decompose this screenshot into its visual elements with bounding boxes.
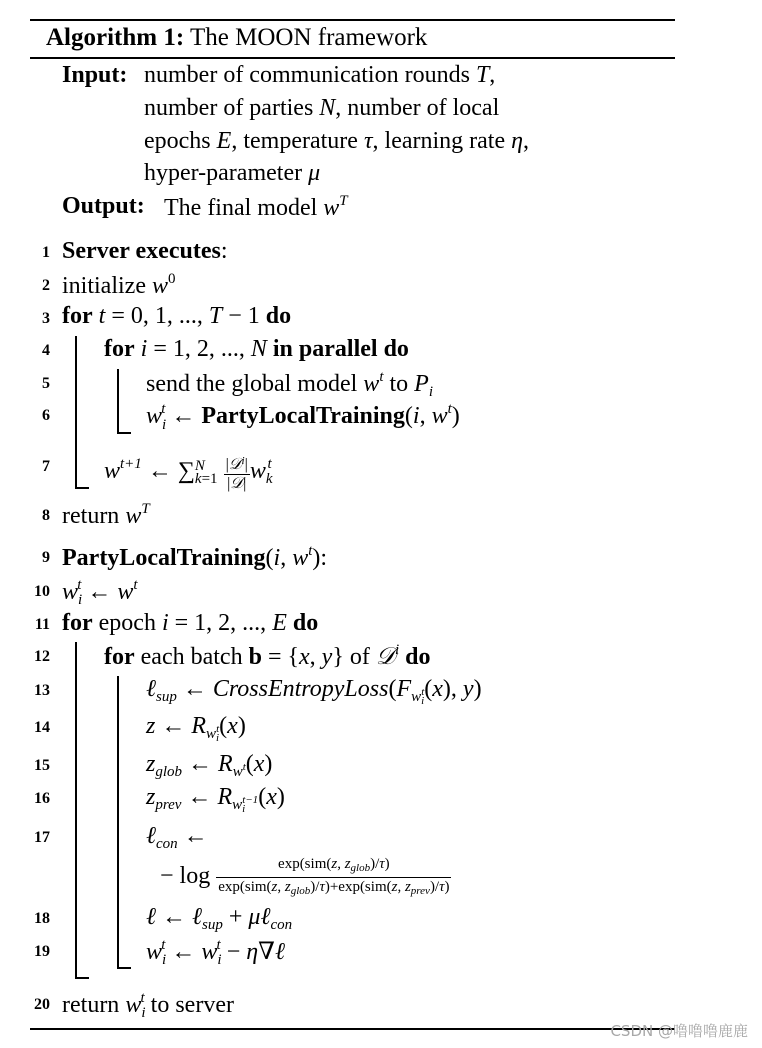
- input-line-1: number of communication rounds T,: [144, 62, 496, 88]
- block-end-inner-for: [117, 432, 131, 434]
- algo-line-10: $w_i^t$ ← $w^t$: [62, 577, 138, 608]
- algo-line-9: PartyLocalTraining(i, $w^t$):: [62, 543, 328, 571]
- output-label: Output:: [62, 193, 145, 219]
- algo-line-15: $z_{glob}$ ← $R_{w^t}(x)$: [146, 751, 273, 780]
- algo-line-16: $z_{prev}$ ← $R_{w_i^{t-1}}(x)$: [146, 784, 285, 815]
- algorithm-name: The MOON framework: [189, 24, 428, 51]
- line-number: 5: [42, 375, 50, 392]
- algo-line-2: initialize $w^0$: [62, 271, 176, 299]
- line-number: 13: [34, 682, 50, 699]
- top-rule: [30, 19, 675, 21]
- line-number: 8: [42, 507, 50, 524]
- algo-line-13: ℓ$_{sup}$ ← $CrossEntropyLoss(F_{w_i^t}(x)$, y): [146, 676, 482, 707]
- algo-line-17-cont: − log $\frac{\exp(sim(z, z_{glob})/\tau)}{\exp(sim(z, z_{glob})/\tau)+\exp(sim(z, z_{prev})/\tau)}$: [160, 855, 451, 900]
- algo-line-11: for epoch i = 1, 2, ..., E do: [62, 610, 319, 636]
- algo-line-14: z ← $R_{w_i^t}(x)$: [146, 713, 246, 744]
- line-number: 19: [34, 943, 50, 960]
- block-end-outer-for: [75, 487, 89, 489]
- line-number: 3: [42, 310, 50, 327]
- block-bar-outer-for: [75, 336, 77, 488]
- block-end-batch-for: [117, 967, 131, 969]
- algo-line-7: $w^{t+1}$ ← ∑N k=1 $\frac{|𝒟^i|}{\text{|𝒟|}}$ $w_k^t$: [104, 452, 272, 493]
- contrastive-fraction: $\frac{\exp(sim(z, z_{glob})/\tau)}{\exp(sim(z, z_{glob})/\tau)+\exp(sim(z, z_{prev})/\tau)}$: [218, 856, 450, 897]
- input-line-3: epochs E, temperature τ, learning rate η,: [144, 128, 530, 154]
- title-rule: [30, 57, 675, 59]
- algo-line-8: return $w^T$: [62, 501, 150, 529]
- input-line-2: number of parties N, number of local: [144, 95, 500, 121]
- algo-line-18: ℓ ← ℓ$_{sup}$ + μℓ$_{con}$: [146, 904, 293, 933]
- line-number: 1: [42, 244, 50, 261]
- line-number: 17: [34, 829, 50, 846]
- line-number: 12: [34, 648, 50, 665]
- weight-fraction: $\frac{|𝒟^i|}{\text{|𝒟|}}$: [224, 452, 250, 493]
- algo-line-20: return $w_i^t$ to server: [62, 990, 234, 1021]
- algo-line-1: Server executes:: [62, 238, 228, 264]
- line-number: 6: [42, 407, 50, 424]
- bottom-rule: [30, 1028, 675, 1030]
- block-end-epoch-for: [75, 977, 89, 979]
- block-bar-inner-for: [117, 369, 119, 433]
- line-number: 18: [34, 910, 50, 927]
- line-number: 4: [42, 342, 50, 359]
- watermark: CSDN @噜噜噜鹿鹿: [610, 1022, 748, 1040]
- line-number: 11: [34, 616, 50, 633]
- line-number: 15: [34, 757, 50, 774]
- algo-line-12: for each batch b = {x, y} of 𝒟$^i$ do: [104, 642, 431, 670]
- block-bar-batch-for: [117, 676, 119, 968]
- line-number: 2: [42, 277, 50, 294]
- algorithm-title: [46, 24, 427, 52]
- algo-line-3: for t = 0, 1, ..., T − 1 do: [62, 303, 292, 329]
- algo-line-5: send the global model $w^t$ to $P_i$: [146, 369, 433, 400]
- line-number: 7: [42, 458, 50, 475]
- algo-line-19: $w_i^t$ ← $w_i^t$ − η∇ℓ: [146, 937, 285, 968]
- line-number: 14: [34, 719, 50, 736]
- algo-line-4: for i = 1, 2, ..., N in parallel do: [104, 336, 409, 362]
- block-bar-epoch-for: [75, 642, 77, 978]
- line-number: 16: [34, 790, 50, 807]
- algorithm-label: Algorithm 1:: [46, 24, 185, 51]
- line-number: 9: [42, 549, 50, 566]
- algo-line-17: ℓ$_{con}$ ←: [146, 823, 208, 852]
- input-line-4: hyper-parameter μ: [144, 160, 321, 186]
- line-number: 20: [34, 996, 50, 1013]
- algo-line-6: $w_i^t$ ← PartyLocalTraining(i, $w^t$): [146, 401, 460, 433]
- output-text: The final model $w^T$: [164, 193, 348, 221]
- line-number: 10: [34, 583, 50, 600]
- input-label: Input:: [62, 62, 128, 88]
